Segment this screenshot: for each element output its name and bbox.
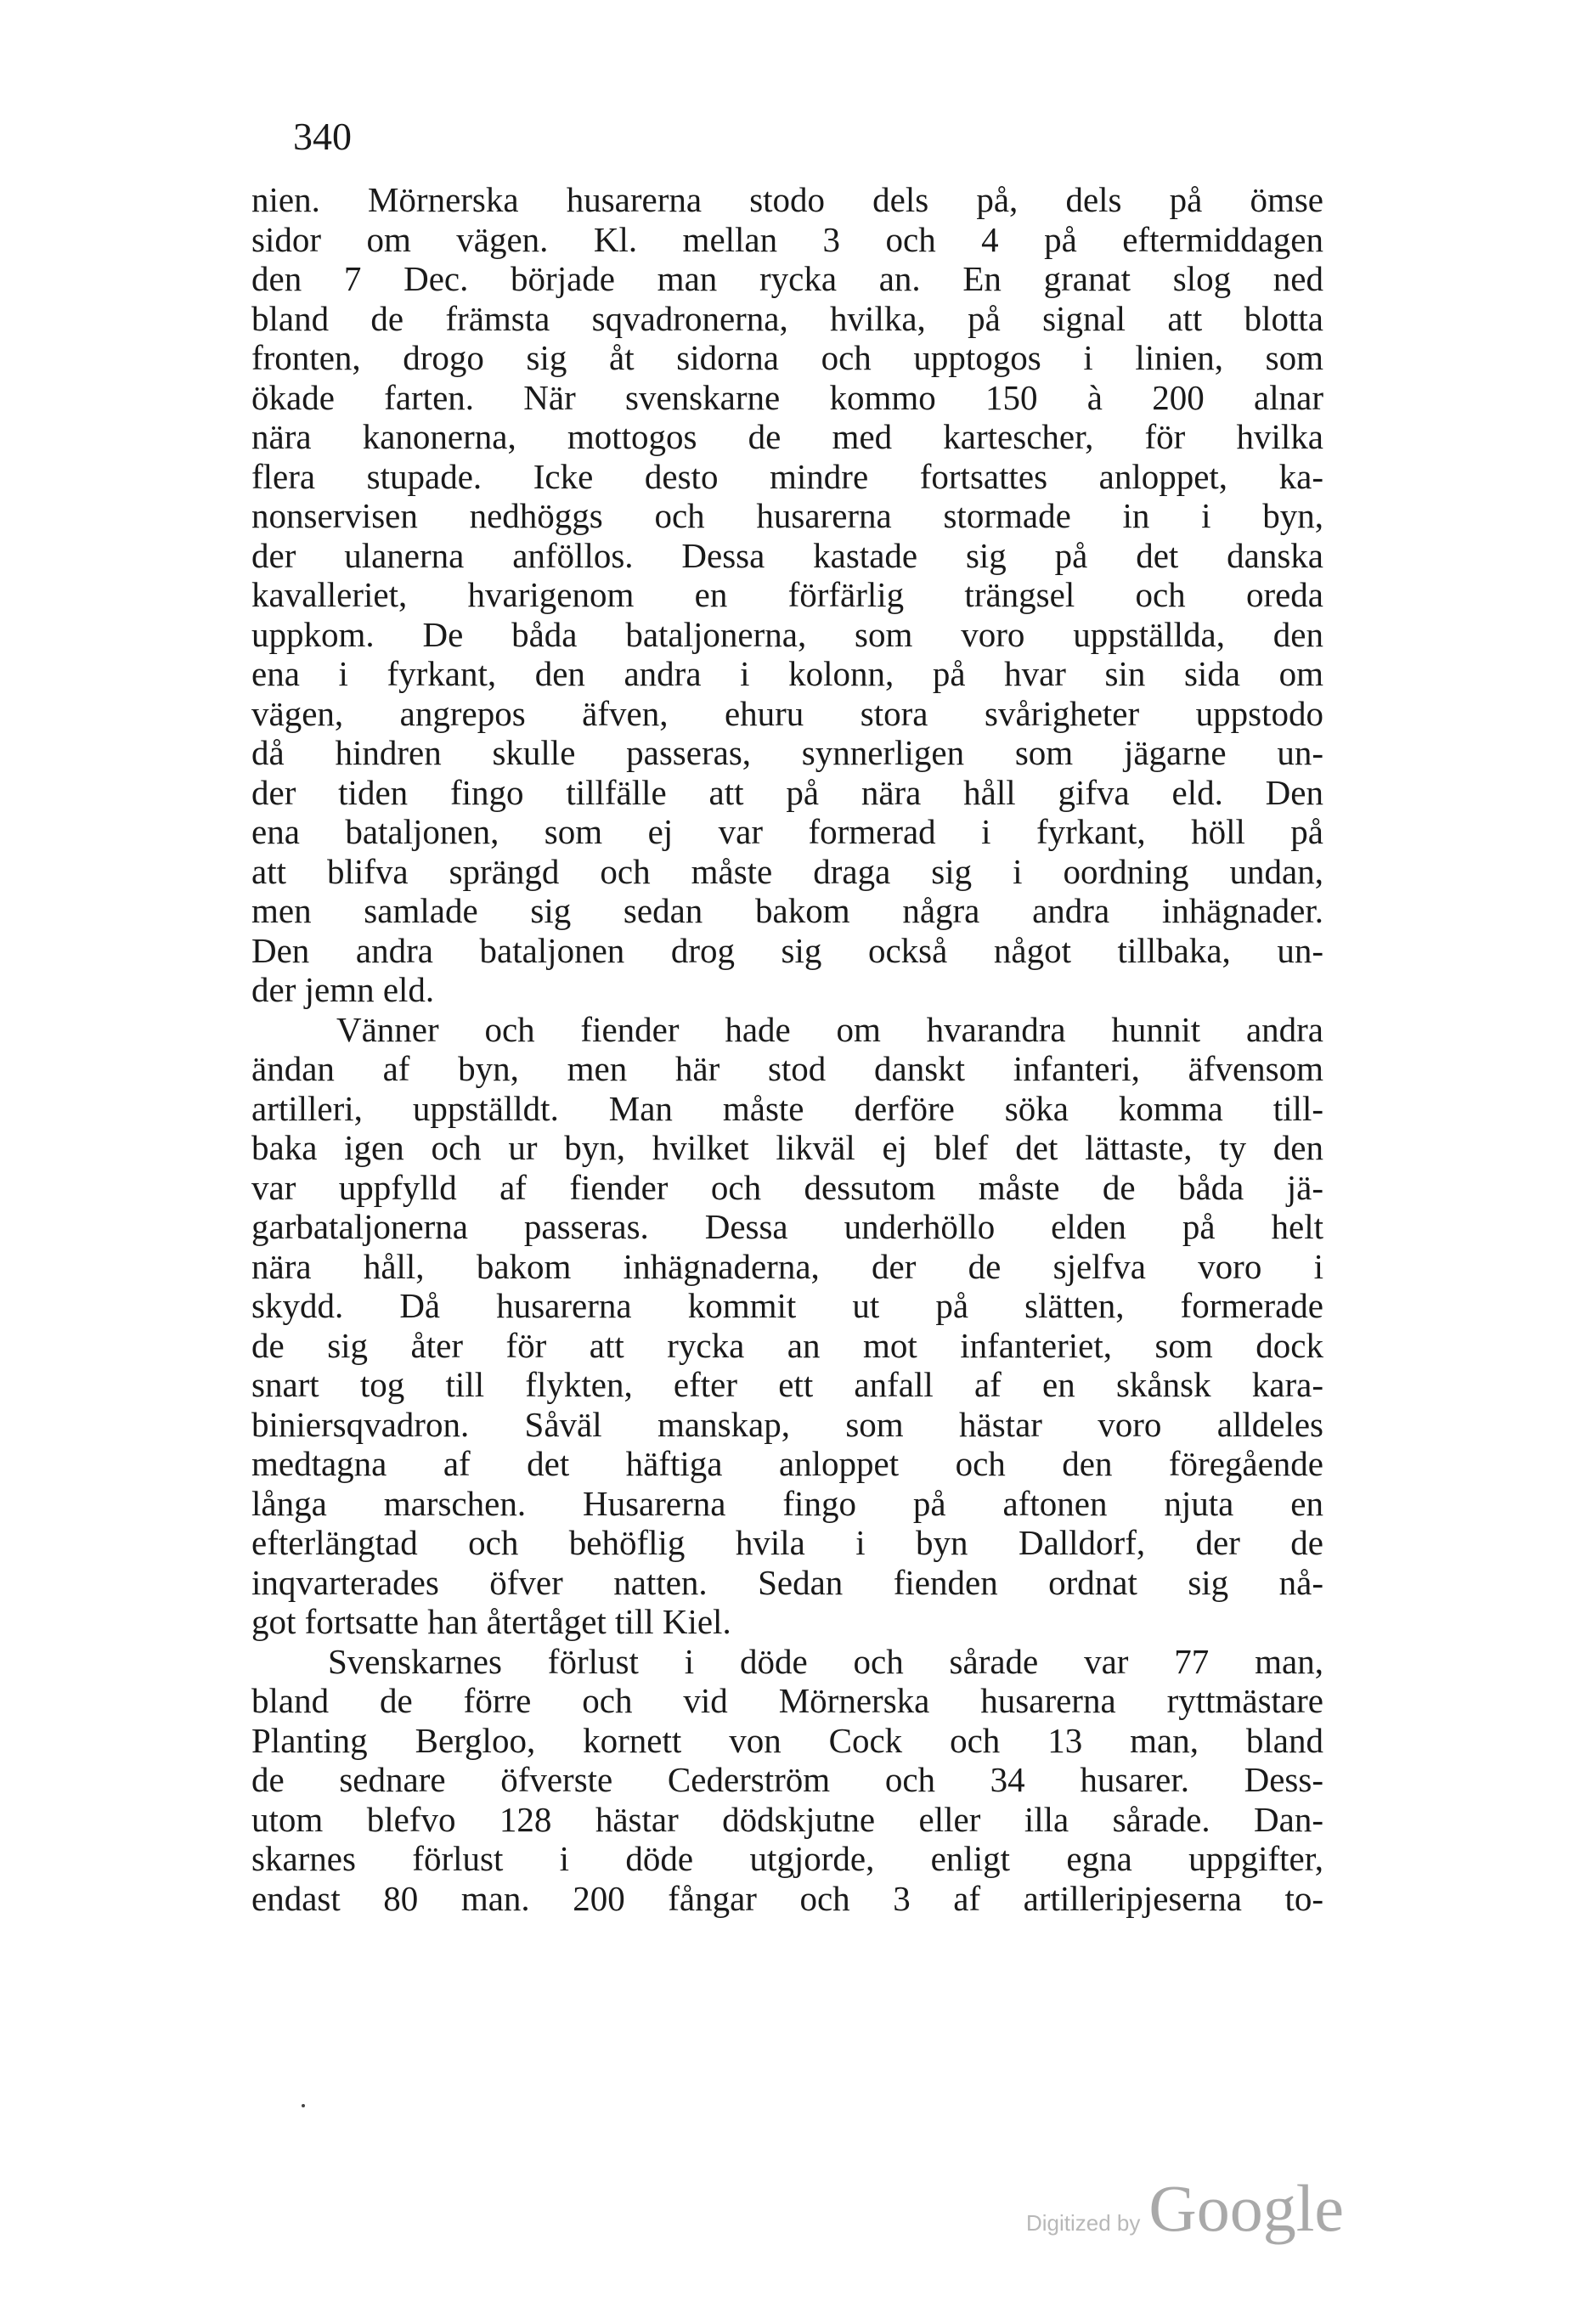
google-logo: Google <box>1148 2171 1345 2245</box>
body-text <box>251 180 1323 1918</box>
stray-ink-dot <box>302 2104 305 2107</box>
text-line: snart tog till flykten, efter ett anfall af en skånsk kara- <box>251 1365 1323 1404</box>
text-line: att blifva sprängd och måste draga sig i oordning undan, <box>251 851 1323 891</box>
text-line: ena bataljonen, som ej var formerad i fyrkant, höll på <box>251 812 1323 851</box>
text-line: baka igen och ur byn, hvilket likväl ej blef det lättaste, ty den <box>251 1128 1323 1167</box>
text-line: ena i fyrkant, den andra i kolonn, på hvar sin sida om <box>251 654 1323 693</box>
text-line: Den andra bataljonen drog sig också något tillbaka, un- <box>251 930 1323 970</box>
text-line: den 7 Dec. började man rycka an. En granat slog ned <box>251 259 1323 298</box>
text-line: men samlade sig sedan bakom några andra inhägnader. <box>251 891 1323 930</box>
text-line: der tiden fingo tillfälle att på nära håll gifva eld. Den <box>251 772 1323 812</box>
text-line: de sig åter för att rycka an mot infanteriet, som dock <box>251 1325 1323 1365</box>
paragraph-start-line: Svenskarnes förlust i döde och sårade var 77 man, <box>328 1641 1323 1681</box>
text-line: der jemn eld. <box>251 970 435 1009</box>
watermark-prefix: Digitized by <box>1026 2210 1141 2236</box>
text-line: var uppfylld af fiender och dessutom måste de båda jä- <box>251 1167 1323 1207</box>
text-line: Planting Bergloo, kornett von Cock och 13 man, bland <box>251 1720 1323 1760</box>
text-line: långa marschen. Husarerna fingo på aftonen njuta en <box>251 1483 1323 1523</box>
text-line: artilleri, uppställdt. Man måste derföre söka komma till- <box>251 1088 1323 1128</box>
text-line: skarnes förlust i döde utgjorde, enligt egna uppgifter, <box>251 1839 1323 1878</box>
text-line: ändan af byn, men här stod danskt infanteri, äfvensom <box>251 1049 1323 1088</box>
text-line: nien. Mörnerska husarerna stodo dels på, dels på ömse <box>251 180 1323 219</box>
digitized-watermark <box>1026 2170 1344 2247</box>
text-line: flera stupade. Icke desto mindre fortsattes anloppet, ka- <box>251 456 1323 496</box>
text-line: ökade farten. När svenskarne kommo 150 à 200 alnar <box>251 377 1323 417</box>
text-line: kavalleriet, hvarigenom en förfärlig trängsel och oreda <box>251 575 1323 614</box>
text-line: bland de förre och vid Mörnerska husarerna ryttmästare <box>251 1681 1323 1720</box>
text-line: efterlängtad och behöflig hvila i byn Dalldorf, der de <box>251 1523 1323 1562</box>
text-line: inqvarterades öfver natten. Sedan fienden ordnat sig nå- <box>251 1562 1323 1602</box>
text-line: got fortsatte han återtåget till Kiel. <box>251 1602 731 1641</box>
text-line: uppkom. De båda bataljonerna, som voro uppställda, den <box>251 614 1323 654</box>
text-line: de sednare öfverste Cederström och 34 husarer. Dess- <box>251 1760 1323 1799</box>
text-line: då hindren skulle passeras, synnerligen som jägarne un- <box>251 733 1323 772</box>
text-line: biniersqvadron. Såväl manskap, som hästar voro alldeles <box>251 1404 1323 1444</box>
text-line: der ulanerna anföllos. Dessa kastade sig på det danska <box>251 535 1323 575</box>
text-line: endast 80 man. 200 fångar och 3 af artilleripjeserna to- <box>251 1878 1323 1918</box>
text-line: medtagna af det häftiga anloppet och den föregående <box>251 1444 1323 1483</box>
text-line: sidor om vägen. Kl. mellan 3 och 4 på eftermiddagen <box>251 219 1323 259</box>
text-line: nära håll, bakom inhägnaderna, der de sjelfva voro i <box>251 1246 1323 1286</box>
text-line: skydd. Då husarerna kommit ut på slätten, formerade <box>251 1286 1323 1325</box>
text-line: bland de främsta sqvadronerna, hvilka, på signal att blotta <box>251 298 1323 338</box>
text-line: utom blefvo 128 hästar dödskjutne eller illa sårade. Dan- <box>251 1799 1323 1839</box>
text-line: nonservisen nedhöggs och husarerna stormade in i byn, <box>251 496 1323 535</box>
text-line: nära kanonerna, mottogos de med kartescher, för hvilka <box>251 417 1323 456</box>
text-line: vägen, angrepos äfven, ehuru stora svårigheter uppstodo <box>251 693 1323 733</box>
paragraph-start-line: Vänner och fiender hade om hvarandra hunnit andra <box>336 1009 1323 1049</box>
text-line: garbataljonerna passeras. Dessa underhöllo elden på helt <box>251 1207 1323 1246</box>
text-line: fronten, drogo sig åt sidorna och upptogos i linien, som <box>251 338 1323 377</box>
page-number: 340 <box>293 115 352 158</box>
